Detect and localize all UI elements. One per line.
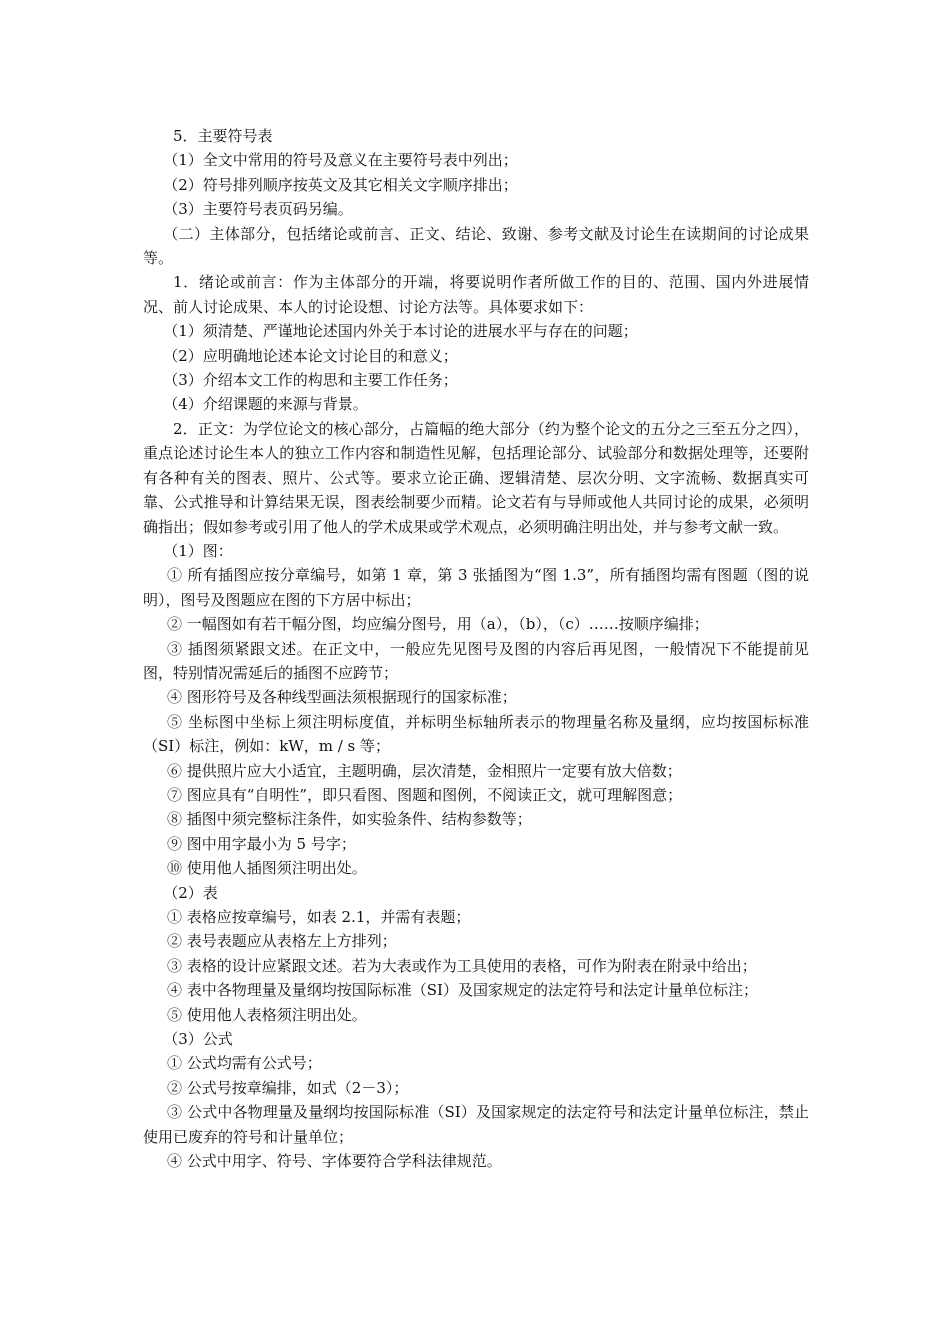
section-heading-symbols: 5．主要符号表 (173, 127, 273, 145)
section-heading-main-body: （二）主体部分，包括绪论或前言、正文、结论、致谢、参考文献及讨论生在读期间的讨论成果等。 (143, 224, 809, 268)
list-item: ⑨ 图中用字最小为 5 号字； (167, 834, 356, 853)
document-page (143, 124, 809, 1173)
paragraph: （1）全文中常用的符号及意义在主要符号表中列出； (163, 151, 518, 170)
paragraph: （3）主要符号表页码另编。 (163, 200, 353, 219)
list-item: ⑥ 提供照片应大小适宜，主题明确，层次清楚，金相照片一定要有放大倍数； (167, 761, 682, 780)
list-item: ⑤ 坐标图中坐标上须注明标度值，并标明坐标轴所表示的物理量名称及量纲，应均按国标标准（SI）标注，例如：kW，m / s 等； (143, 712, 809, 756)
paragraph: （3）介绍本文工作的构思和主要工作任务； (163, 371, 458, 390)
list-item: ③ 公式中各物理量及量纲均按国际标准（SI）及国家规定的法定符号和法定计量单位标注，禁止使用已废弃的符号和计量单位； (143, 1103, 809, 1146)
list-item: ⑩ 使用他人插图须注明出处。 (167, 859, 367, 878)
list-item: ① 所有插图应按分章编号，如第 1 章，第 3 张插图为“图 1.3”，所有插图均需有图题（图的说明），图号及图题应在图的下方居中标出； (143, 566, 809, 609)
list-item: ① 表格应按章编号，如表 2.1，并需有表题； (167, 908, 471, 926)
list-item: ② 表号表题应从表格左上方排列； (167, 932, 397, 951)
section-heading-body-text: 2．正文：为学位论文的核心部分，占篇幅的绝大部分（约为整个论文的五分之三至五分之四），重点论述讨论生本人的独立工作内容和制造性见解，包括理论部分、试验部分和数据处理等，还要附有各种有关的图表、照片、公式等。要求立论正确、逻辑清楚、层次分明、文字流畅、数据真实可靠、公式推导和计算结果无误，图表绘制要少而精。论文若有与导师或他人共同讨论的成果，必须明确指出；假如参考或引用了他人的学术成果或学术观点，必须明确注明出处，并与参考文献一致。 (143, 419, 809, 536)
list-item: ① 公式均需有公式号； (167, 1054, 322, 1073)
list-item: ② 一幅图如有若干幅分图，均应编分图号，用（a），（b），（c）……按顺序编排； (167, 615, 709, 634)
paragraph: （1）须清楚、严谨地论述国内外关于本讨论的进展水平与存在的问题； (163, 322, 638, 341)
list-item: ⑧ 插图中须完整标注条件，如实验条件、结构参数等； (167, 810, 532, 829)
subsection-heading-tables: （2）表 (163, 883, 218, 902)
list-item: ⑤ 使用他人表格须注明出处。 (167, 1005, 367, 1024)
paragraph: （2）符号排列顺序按英文及其它相关文字顺序排出； (163, 175, 518, 194)
paragraph: （2）应明确地论述本论文讨论目的和意义； (163, 346, 458, 365)
list-item: ⑦ 图应具有“自明性”，即只看图、图题和图例，不阅读正文，就可理解图意； (167, 785, 683, 804)
list-item: ② 公式号按章编排，如式（2－3）； (167, 1078, 409, 1097)
list-item: ③ 插图须紧跟文述。在正文中，一般应先见图号及图的内容后再见图，一般情况下不能提前见图，特别情况需延后的插图不应跨节； (143, 639, 809, 682)
section-heading-introduction: 1．绪论或前言：作为主体部分的开端，将要说明作者所做工作的目的、范围、国内外进展情况、前人讨论成果、本人的讨论设想、讨论方法等。具体要求如下： (143, 273, 809, 316)
list-item: ④ 公式中用字、符号、字体要符合学科法律规范。 (167, 1152, 502, 1171)
list-item: ④ 图形符号及各种线型画法须根据现行的国家标准； (167, 688, 517, 707)
list-item: ④ 表中各物理量及量纲均按国际标准（SI）及国家规定的法定符号和法定计量单位标注； (167, 981, 758, 1000)
subsection-heading-figures: （1）图： (163, 541, 233, 560)
paragraph: （4）介绍课题的来源与背景。 (163, 395, 368, 414)
subsection-heading-formulas: （3）公式 (163, 1030, 233, 1049)
list-item: ③ 表格的设计应紧跟文述。若为大表或作为工具使用的表格，可作为附表在附录中给出； (167, 956, 757, 975)
